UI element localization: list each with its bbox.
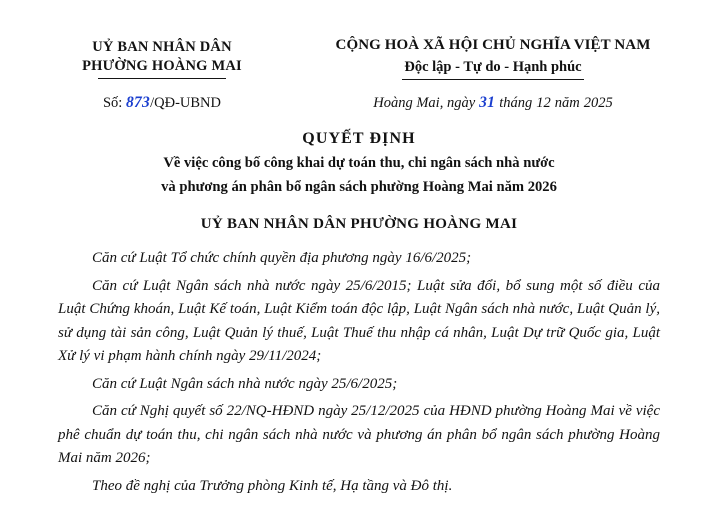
date-year-label: năm (554, 95, 580, 111)
org-line-2: PHƯỜNG HOÀNG MAI (82, 58, 242, 74)
date-year: 2025 (583, 95, 613, 111)
number-value-handwritten: 873 (125, 94, 151, 111)
document-title-block (0, 128, 718, 198)
body-paragraph: Căn cứ Luật Ngân sách nhà nước ngày 25/6/2025; (92, 375, 398, 392)
document-body (0, 247, 718, 498)
issuing-organization (28, 32, 296, 79)
date-place: Hoàng Mai, ngày (373, 95, 476, 111)
document-title-line-2: và phương án phân bổ ngân sách phường Hoàng Mai năm 2026 (161, 179, 557, 195)
body-paragraph: Theo đề nghị của Trưởng phòng Kinh tế, Hạ tầng và Đô thị. (92, 477, 453, 494)
body-paragraph: Căn cứ Luật Tổ chức chính quyền địa phương ngày 16/6/2025; (92, 250, 472, 266)
document-title-line-1: Về việc công bố công khai dự toán thu, chi ngân sách nhà nước (163, 155, 555, 171)
body-paragraph: Căn cứ Nghị quyết số 22/NQ-HĐND ngày 25/12/2025 của HĐND phường Hoàng Mai về việc phê chuẩn dự toán thu, chi ngân sách nhà nước và phương án phân bổ ngân sách phường Hoàng Mai năm 2026; (58, 403, 660, 466)
document-header (0, 0, 718, 80)
document-number (28, 94, 296, 112)
document-date (296, 94, 690, 112)
number-suffix: /QĐ-UBND (150, 95, 221, 111)
org-line-1: UỶ BAN NHÂN DÂN (92, 39, 232, 55)
national-heading (296, 32, 690, 80)
document-type: QUYẾT ĐỊNH (302, 130, 416, 147)
nation-line-1: CỘNG HOÀ XÃ HỘI CHỦ NGHĨA VIỆT NAM (335, 37, 651, 53)
nation-line-2: Độc lập - Tự do - Hạnh phúc (404, 59, 582, 75)
date-day-handwritten: 31 (479, 94, 496, 111)
number-prefix: Số: (102, 95, 123, 111)
date-month-label: tháng (499, 95, 533, 111)
org-underline (98, 78, 226, 79)
nation-underline (402, 79, 584, 80)
document-meta (0, 80, 718, 112)
date-month: 12 (536, 95, 551, 111)
body-paragraph: Căn cứ Luật Ngân sách nhà nước ngày 25/6/2015; Luật sửa đổi, bổ sung một số điều của Luật Chứng khoán, Luật Kế toán, Luật Kiểm toán độc lập, Luật Ngân sách nhà nước, Luật Quản lý, sử dụng tài sản công, Luật Quản lý thuế, Luật Thuế thu nhập cá nhân, Luật Dự trữ Quốc gia, Luật Xử lý vi phạm hành chính ngày 29/11/2024; (58, 277, 660, 364)
issuing-authority: UỶ BAN NHÂN DÂN PHƯỜNG HOÀNG MAI (200, 216, 518, 232)
